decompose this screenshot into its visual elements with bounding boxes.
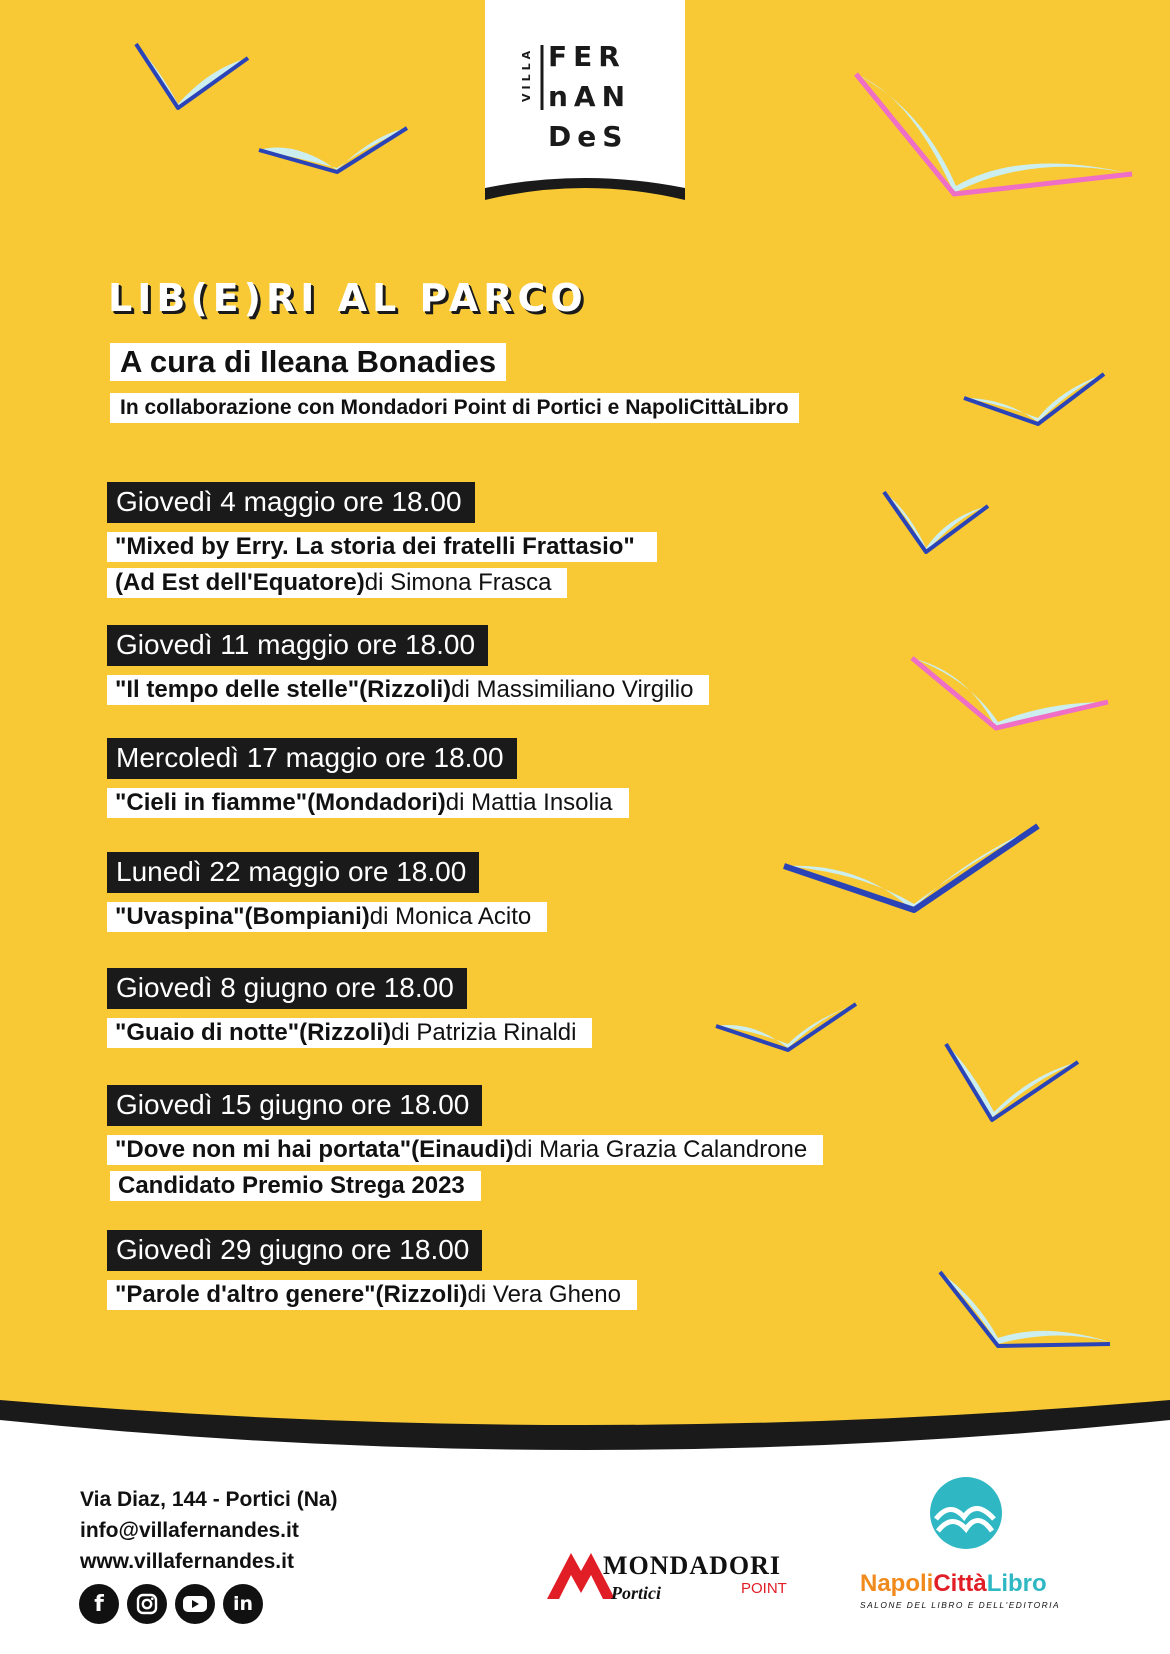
event-date: Giovedì 29 giugno ore 18.00 [107,1230,482,1271]
event-item [107,482,657,598]
mondadori-city: Portici [611,1583,661,1603]
contact-info [80,1484,338,1577]
event-item [107,852,547,932]
event-author: di Monica Acito [369,903,532,930]
collaboration-line: In collaborazione con Mondadori Point di Portici e NapoliCittàLibro [110,393,799,423]
youtube-icon[interactable] [175,1584,215,1624]
event-publisher: (Ad Est dell'Equatore) [115,569,365,596]
event-item [107,1230,637,1310]
mondadori-name: MONDADORI [603,1551,781,1580]
mondadori-point-logo [545,1543,795,1613]
event-book-title: "Cieli in fiamme" [115,789,308,816]
event-publisher: (Bompiani) [244,903,370,930]
napoli-tagline: SALONE DEL LIBRO E DELL'EDITORIA [860,1600,1061,1610]
event-item [107,625,709,705]
facebook-icon[interactable]: f [79,1584,119,1624]
citta-word: Città [933,1570,987,1597]
event-publisher: (Rizzoli) [299,1019,392,1046]
event-note-line [110,1171,481,1201]
address-text: Via Diaz, 144 - Portici (Na) [80,1488,338,1511]
instagram-icon[interactable] [127,1584,167,1624]
flying-book-icon [712,1000,860,1056]
linkedin-icon[interactable]: in [223,1584,263,1624]
napoli-citta-libro-logo [858,1475,1078,1625]
event-book-line [107,568,567,598]
event-date: Mercoledì 17 maggio ore 18.00 [107,738,517,779]
event-book-line [107,675,709,705]
mondadori-point: POINT [741,1580,787,1597]
event-author: di Mattia Insolia [445,789,613,816]
napoli-word: Napoli [860,1570,934,1597]
event-date: Lunedì 22 maggio ore 18.00 [107,852,479,893]
flying-book-icon [780,822,1042,917]
event-author: di Patrizia Rinaldi [391,1019,577,1046]
svg-text:NapoliCittàLibro [860,1570,1047,1597]
event-author: di Vera Gheno [467,1281,621,1308]
social-links [79,1584,263,1624]
logo-line-3: DeS [548,120,629,153]
flying-book-icon [942,1040,1082,1124]
logo-line-2: nAN [548,80,632,113]
event-book-title: "Mixed by Erry. La storia dei fratelli Frattasio" [115,533,635,560]
email-link[interactable]: info@villafernandes.it [80,1519,299,1542]
event-book-title: "Uvaspina" [115,903,245,930]
libro-word: Libro [986,1570,1047,1597]
website-link[interactable]: www.villafernandes.it [80,1550,294,1573]
flying-book-icon [908,652,1113,734]
event-book-title: "Parole d'altro genere" [115,1281,376,1308]
event-date: Giovedì 15 giugno ore 18.00 [107,1085,482,1126]
event-date: Giovedì 11 maggio ore 18.00 [107,625,488,666]
event-item [107,738,629,818]
flying-book-icon [255,122,415,182]
event-publisher: (Rizzoli) [375,1281,468,1308]
event-book-title: "Il tempo delle stelle" [115,676,360,703]
event-book-title: "Dove non mi hai portata" [115,1136,412,1163]
flying-book-icon [936,1268,1114,1350]
logo-line-1: FER [548,40,626,73]
event-item [107,968,592,1048]
event-author: di Simona Frasca [364,569,552,596]
event-book-line [107,1280,637,1310]
event-author: di Massimiliano Virgilio [451,676,694,703]
flying-book-icon [852,68,1137,203]
event-book-line [107,1018,592,1048]
event-date: Giovedì 8 giugno ore 18.00 [107,968,467,1009]
event-date: Giovedì 4 maggio ore 18.00 [107,482,475,523]
event-book-line [107,902,547,932]
event-item [107,1085,823,1201]
flying-book-icon [960,370,1108,430]
event-book-title: "Guaio di notte" [115,1019,300,1046]
flying-book-icon [878,486,993,558]
event-publisher: (Mondadori) [307,789,446,816]
logo-prefix: VILLA [520,46,533,102]
event-author: di Maria Grazia Calandrone [513,1136,808,1163]
event-book-line [107,788,629,818]
event-publisher: (Einaudi) [411,1136,514,1163]
curator-line: A cura di Ileana Bonadies [110,343,506,381]
event-book-line [107,532,657,562]
event-publisher: (Rizzoli) [359,676,452,703]
page-title: LIB(E)RI AL PARCO [108,276,588,320]
event-book-line [107,1135,823,1165]
villa-fernandes-logo [485,0,685,200]
event-note: Candidato Premio Strega 2023 [118,1172,465,1199]
flying-book-icon [130,40,255,115]
